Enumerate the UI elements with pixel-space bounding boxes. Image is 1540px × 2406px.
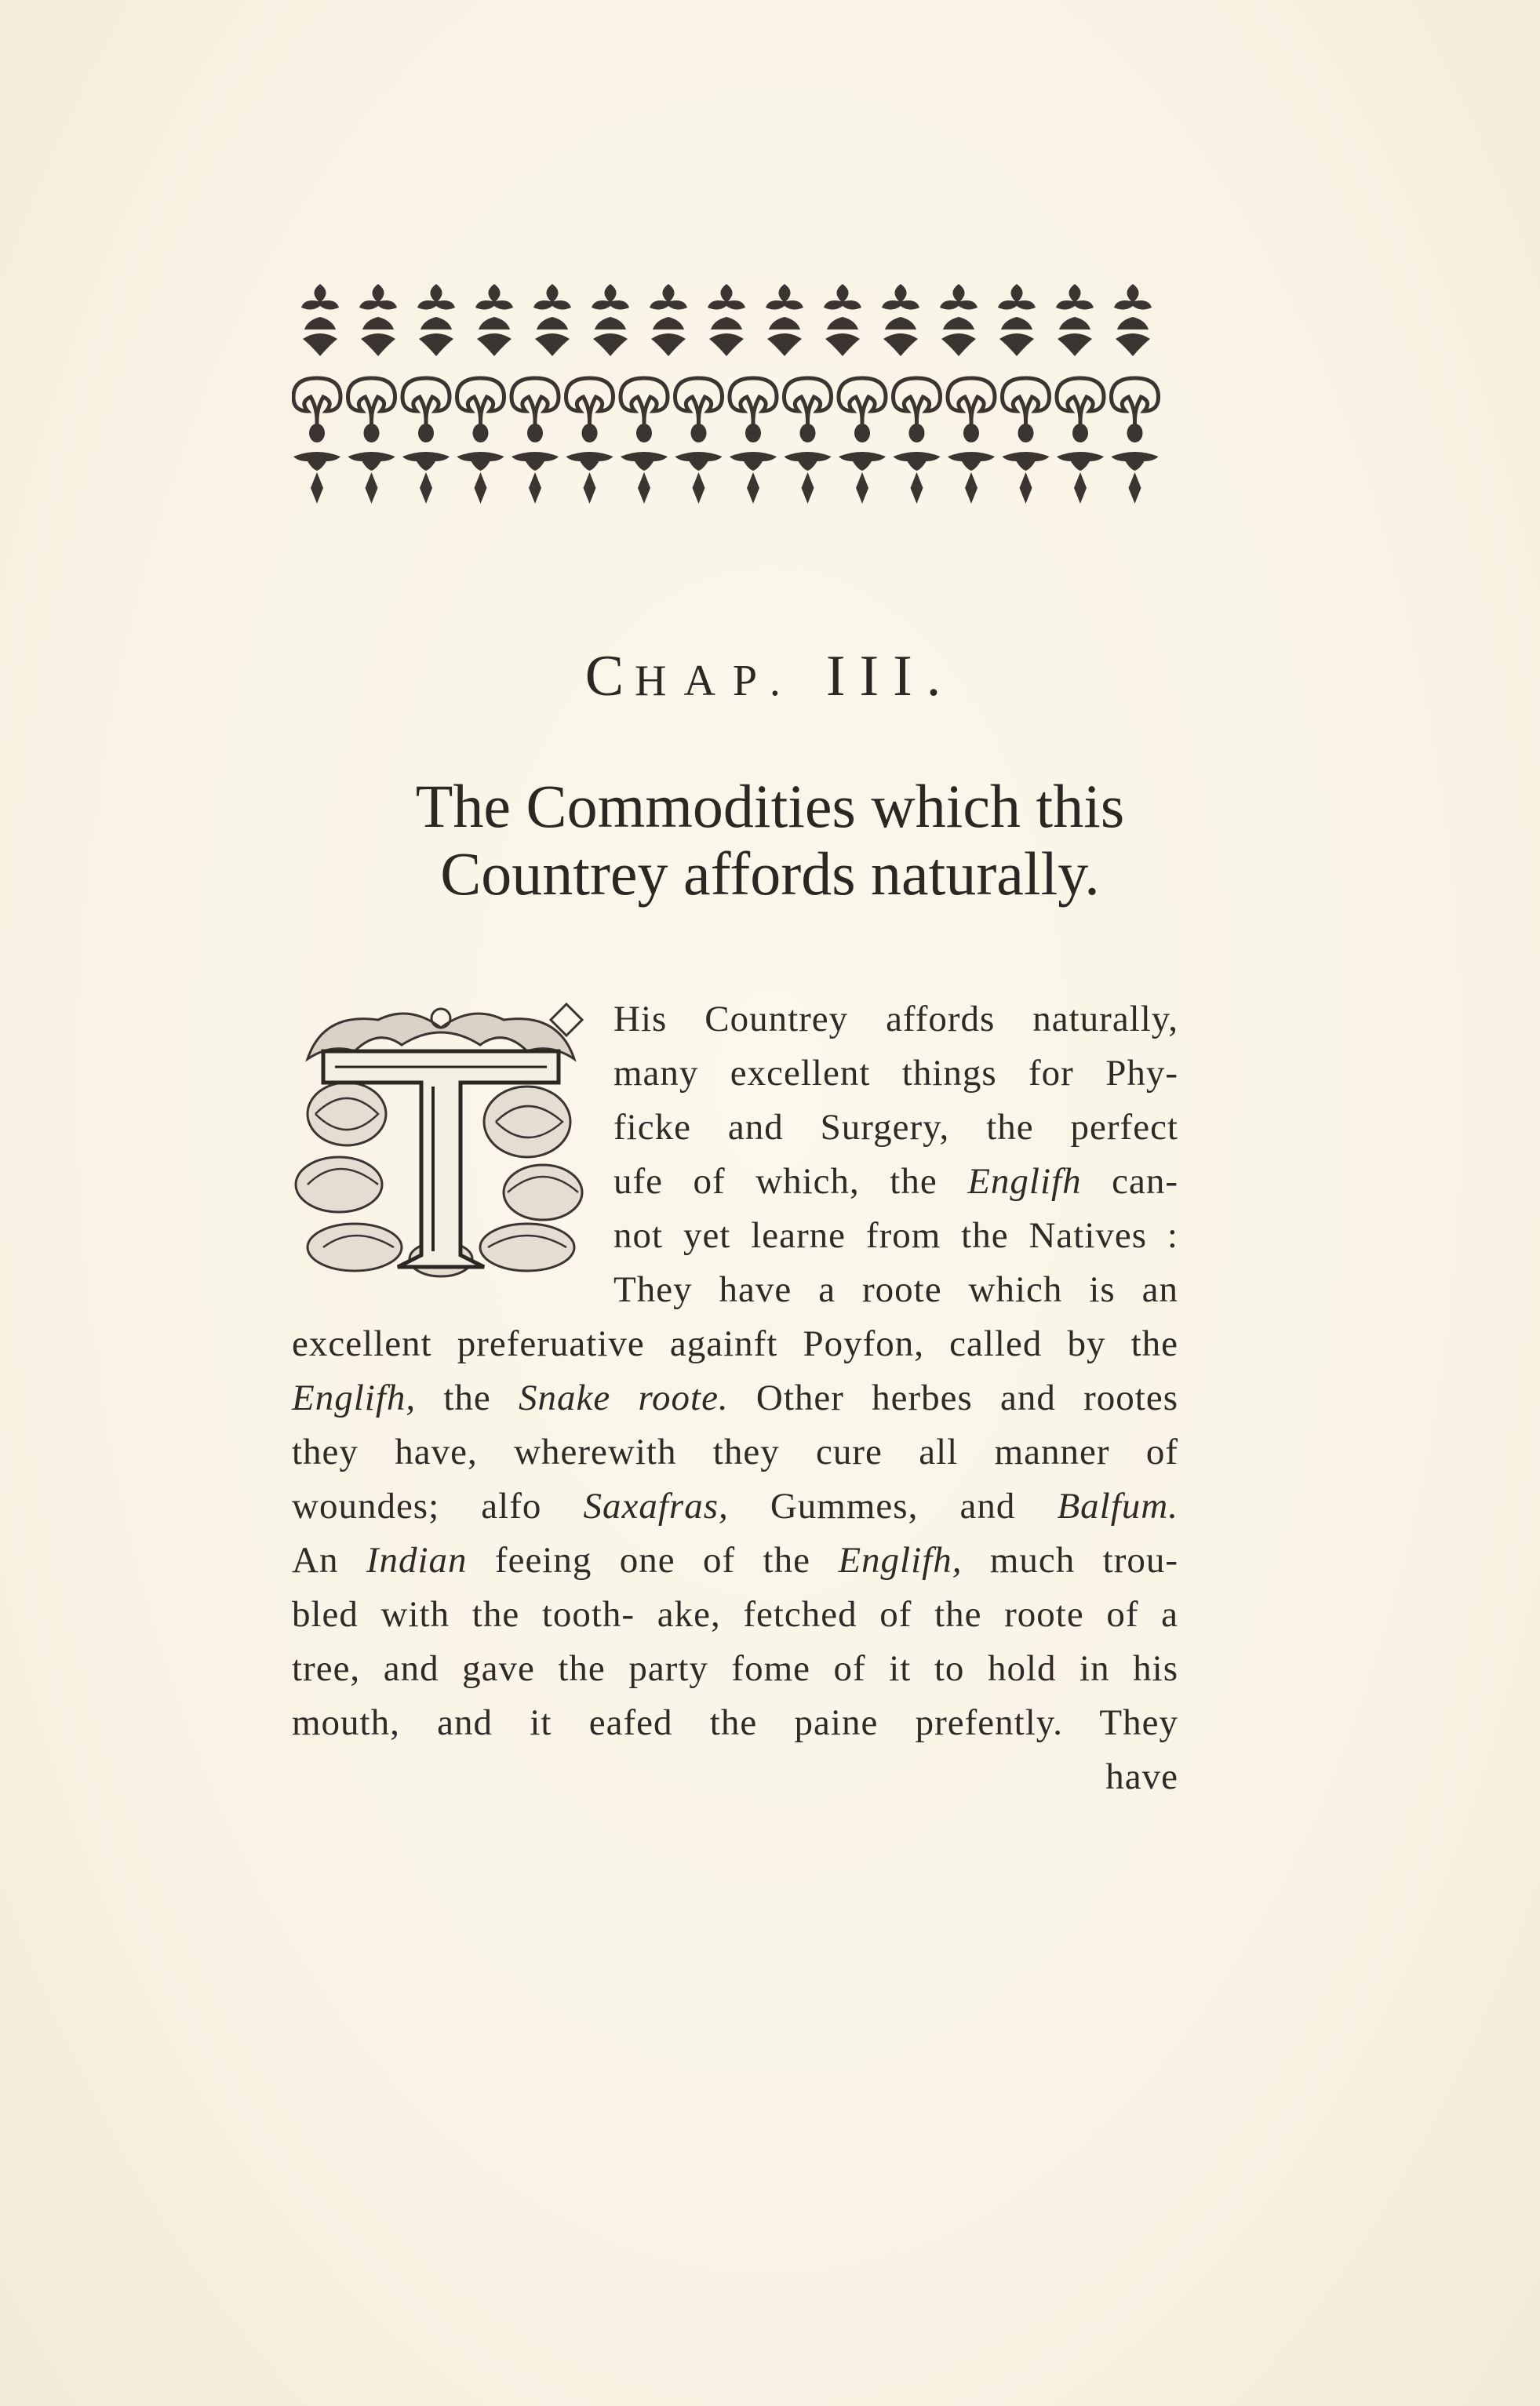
chapter-heading-numeral: III. — [825, 644, 956, 708]
scroll-ornament-icon — [894, 378, 941, 427]
fleuron-icon — [359, 284, 397, 329]
body-text-span: can- — [1081, 1161, 1178, 1202]
pendant-drop-icon — [911, 472, 923, 504]
chapter-title-line-2: Countrey affords naturally. — [440, 839, 1100, 908]
fleuron-icon — [535, 333, 570, 356]
body-line — [613, 1046, 1178, 1100]
fleuron-icon — [593, 333, 628, 356]
fleuron-icon — [709, 333, 744, 356]
pendant-ornament-icon — [730, 452, 777, 471]
urn-ornament-icon — [636, 424, 652, 442]
fleuron-icon — [1114, 284, 1152, 329]
pendant-ornament-icon — [402, 452, 450, 471]
fleuron-icon — [882, 284, 919, 329]
pendant-ornament-icon — [948, 452, 995, 471]
body-text-span: Other herbes and rootes — [728, 1378, 1178, 1418]
pendant-drop-icon — [638, 472, 650, 504]
body-text-span: bled with the tooth- ake, fetched of the roote of a — [292, 1594, 1178, 1635]
pendant-ornament-icon — [1057, 452, 1104, 471]
body-text-span: mouth, and it eafed the paine prefently. They — [292, 1702, 1178, 1743]
scroll-ornament-icon — [293, 378, 340, 427]
fleuron-icon — [766, 284, 803, 329]
pendant-drop-icon — [1074, 472, 1087, 504]
fleuron-icon — [475, 284, 513, 329]
pendant-drop-icon — [584, 472, 596, 504]
fleuron-icon — [651, 333, 686, 356]
urn-ornament-icon — [800, 424, 816, 442]
chapter-title-line-1: The Commodities which this — [415, 772, 1125, 840]
fleuron-icon — [1058, 333, 1092, 356]
scroll-ornament-icon — [512, 378, 559, 427]
fleuron-icon — [361, 333, 395, 356]
body-text-span: Englifh, — [292, 1378, 417, 1418]
body-line — [613, 992, 1178, 1046]
urn-ornament-icon — [418, 424, 434, 442]
scroll-ornament-icon — [785, 378, 832, 427]
body-line — [292, 1425, 1178, 1479]
body-text-span: the — [416, 1378, 519, 1418]
body-line — [613, 1209, 1178, 1262]
body-text-span: Indian — [366, 1540, 468, 1581]
body-line — [292, 1480, 1178, 1533]
pendant-drop-icon — [693, 472, 705, 504]
chapter-heading — [0, 643, 1540, 710]
pendant-drop-icon — [475, 472, 487, 504]
body-line — [292, 1317, 1178, 1370]
fleuron-icon — [999, 333, 1034, 356]
pendant-ornament-icon — [566, 452, 613, 471]
pendant-ornament-icon — [675, 452, 723, 471]
fleuron-icon — [301, 284, 339, 329]
decorative-ornament-band — [292, 276, 1164, 511]
fleuron-icon — [940, 284, 978, 329]
scroll-ornament-icon — [839, 378, 886, 427]
scroll-ornament-icon — [1057, 378, 1104, 427]
pendant-ornament-icon — [621, 452, 668, 471]
fleuron-icon — [1056, 284, 1094, 329]
chapter-title — [0, 773, 1540, 908]
body-line — [292, 1750, 1178, 1804]
pendant-drop-icon — [529, 472, 541, 504]
fleuron-icon — [824, 284, 861, 329]
body-text-span: not yet learne from the Natives : — [613, 1215, 1178, 1256]
body-line — [292, 1588, 1178, 1641]
fleuron-icon — [941, 333, 976, 356]
fleuron-icon — [998, 284, 1036, 329]
scroll-ornament-icon — [675, 378, 723, 427]
body-text-span: they have, wherewith they cure all manner of — [292, 1432, 1178, 1472]
body-text-span: An — [292, 1540, 366, 1581]
fleuron-icon — [477, 333, 512, 356]
fleuron-icon — [533, 284, 571, 329]
decorated-drop-cap — [292, 996, 590, 1287]
body-text-span: Englifh — [967, 1161, 1082, 1202]
chapter-heading-word: HAP. — [635, 657, 798, 705]
pendant-ornament-icon — [457, 452, 504, 471]
scroll-ornament-icon — [1003, 378, 1050, 427]
fleuron-icon — [767, 333, 802, 356]
scroll-ornament-icon — [402, 378, 450, 427]
body-line — [292, 1696, 1178, 1749]
scroll-ornament-icon — [1112, 378, 1159, 427]
urn-ornament-icon — [527, 424, 543, 442]
urn-ornament-icon — [1127, 424, 1143, 442]
pendant-drop-icon — [1020, 472, 1032, 504]
pendant-ornament-icon — [293, 452, 340, 471]
ornament-row-top — [301, 284, 1152, 356]
urn-ornament-icon — [1072, 424, 1088, 442]
body-text-span: Gummes, and — [728, 1486, 1058, 1527]
pendant-ornament-icon — [894, 452, 941, 471]
body-text-span: ficke and Surgery, the perfect — [613, 1107, 1178, 1148]
urn-ornament-icon — [473, 424, 489, 442]
body-line — [613, 1155, 1178, 1208]
urn-ornament-icon — [909, 424, 925, 442]
pendant-drop-icon — [1129, 472, 1141, 504]
pendant-drop-icon — [311, 472, 323, 504]
fleuron-icon — [650, 284, 687, 329]
urn-ornament-icon — [582, 424, 598, 442]
body-line — [292, 1371, 1178, 1425]
pendant-ornament-icon — [348, 452, 395, 471]
body-text-span: feeing one of the — [467, 1540, 839, 1581]
fleuron-icon — [419, 333, 453, 356]
ornament-row-bottom — [293, 452, 1159, 504]
body-text-span: Snake roote. — [519, 1378, 729, 1418]
fleuron-icon — [1116, 333, 1150, 356]
urn-ornament-icon — [854, 424, 870, 442]
scroll-ornament-icon — [457, 378, 504, 427]
scroll-ornament-icon — [730, 378, 777, 427]
body-text-span: They have a roote which is an — [613, 1269, 1178, 1310]
pendant-drop-icon — [965, 472, 978, 504]
scroll-ornament-icon — [948, 378, 995, 427]
body-line — [292, 1642, 1178, 1695]
body-line — [292, 1534, 1178, 1587]
body-text-span: excellent preferuative againft Poyfon, called by the — [292, 1323, 1178, 1364]
pendant-ornament-icon — [839, 452, 886, 471]
body-line — [613, 1263, 1178, 1316]
scroll-ornament-icon — [348, 378, 395, 427]
chapter-heading-initial: C — [584, 644, 635, 708]
fleuron-icon — [883, 333, 918, 356]
pendant-drop-icon — [747, 472, 759, 504]
body-line — [613, 1101, 1178, 1154]
urn-ornament-icon — [309, 424, 325, 442]
urn-ornament-icon — [1018, 424, 1034, 442]
body-text-span: Balfum. — [1057, 1486, 1178, 1527]
pendant-ornament-icon — [1112, 452, 1159, 471]
body-text-span: much trou- — [962, 1540, 1178, 1581]
pendant-ornament-icon — [785, 452, 832, 471]
pendant-drop-icon — [366, 472, 378, 504]
body-text-span: ufe of which, the — [613, 1161, 968, 1202]
pendant-ornament-icon — [512, 452, 559, 471]
urn-ornament-icon — [963, 424, 979, 442]
pendant-drop-icon — [802, 472, 814, 504]
urn-ornament-icon — [745, 424, 761, 442]
scroll-ornament-icon — [621, 378, 668, 427]
body-text-span: have — [1105, 1756, 1178, 1797]
urn-ornament-icon — [364, 424, 380, 442]
body-text-span: Saxafras, — [583, 1486, 729, 1527]
body-text-span: tree, and gave the party fome of it to hold in his — [292, 1648, 1178, 1689]
pendant-drop-icon — [856, 472, 868, 504]
scroll-ornament-icon — [566, 378, 613, 427]
body-text-span: Englifh, — [838, 1540, 963, 1581]
fleuron-icon — [708, 284, 745, 329]
urn-ornament-icon — [691, 424, 707, 442]
ornament-row-middle — [293, 378, 1159, 442]
pendant-ornament-icon — [1003, 452, 1050, 471]
fleuron-icon — [303, 333, 337, 356]
fleuron-icon — [592, 284, 629, 329]
body-text-span: many excellent things for Phy- — [613, 1053, 1178, 1094]
body-text-span: His Countrey affords naturally, — [613, 999, 1178, 1039]
fleuron-icon — [417, 284, 455, 329]
body-text-span: woundes; alfo — [292, 1486, 584, 1527]
pendant-drop-icon — [420, 472, 432, 504]
fleuron-icon — [825, 333, 860, 356]
